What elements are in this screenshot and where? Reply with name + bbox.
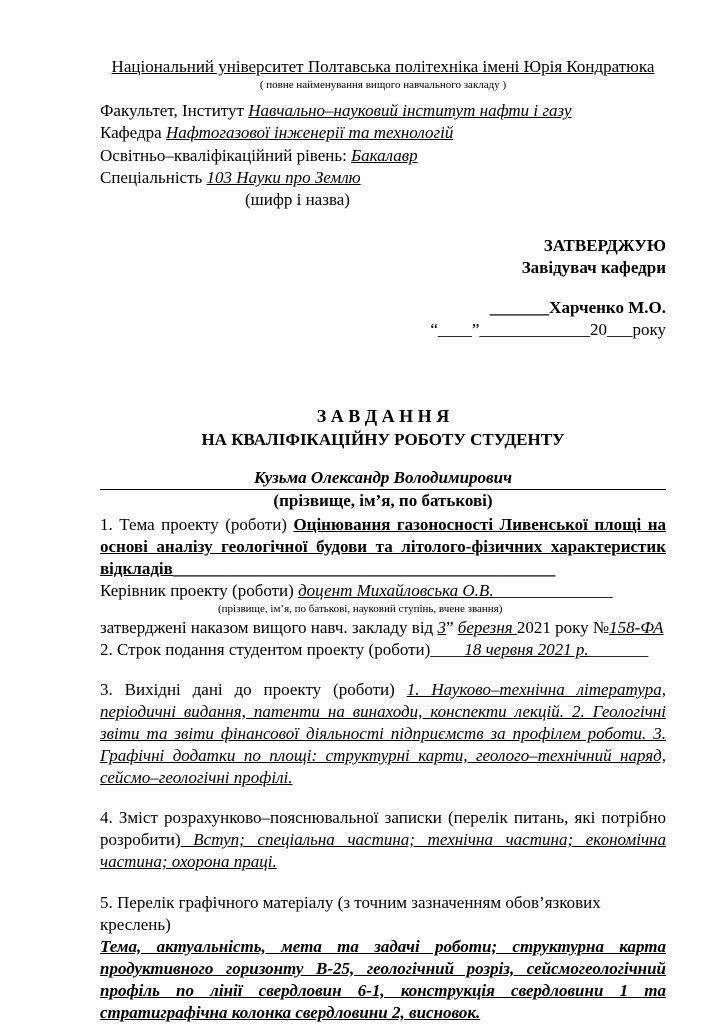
- supervisor-fill-line: ______________: [493, 581, 613, 601]
- specialty-value: 103 Науки про Землю: [206, 167, 361, 187]
- university-name-note: ( повне найменування вищого навчального закладу ): [259, 79, 507, 92]
- supervisor-label: Керівник проекту (роботи): [100, 581, 299, 601]
- item1-fill-line: _____________________________________________: [172, 559, 556, 579]
- specialty-note: (шифр і назва): [245, 189, 350, 209]
- supervisor-note: (прізвище, ім’я, по батькові, науковий ступінь, вчене звання): [218, 603, 503, 616]
- item4-value: Вступ; спеціальна частина; технічна частина; економічна частина; охорона праці.: [100, 830, 666, 872]
- student-name-row: [100, 467, 666, 490]
- approve-heading: ЗАТВЕРДЖУЮ: [543, 235, 666, 255]
- order-line: [100, 617, 666, 639]
- item1-topic: [100, 514, 666, 580]
- order-number: 158-ФА: [609, 617, 664, 637]
- faculty-value: Навчально–науковий інститут нафти і газу: [248, 101, 572, 121]
- item2-label: 2. Строк подання студентом проекту (роботи): [100, 639, 431, 659]
- date-line: “____”_____________20___року: [430, 320, 666, 340]
- approval-block: [100, 235, 666, 341]
- department-value: Нафтогазової інженерії та технологій: [165, 123, 454, 143]
- faculty-label: Факультет, Інститут: [100, 101, 249, 121]
- student-name: Кузьма Олександр Володимирович: [253, 467, 513, 487]
- order-month: березня: [457, 617, 517, 637]
- education-level-value: Бакалавр: [351, 145, 418, 165]
- specialty-line: [100, 167, 666, 189]
- department-label: Кафедра: [100, 123, 166, 143]
- education-level-line: [100, 145, 666, 167]
- order-year: 2021 року №: [516, 617, 610, 637]
- item4-contents: [100, 807, 666, 873]
- item1-value: Оцінювання газоносності Ливенської площі на основі аналізу геологічної будови та літолого-фізичних характеристик відкладів: [100, 514, 666, 579]
- item3-label: 3. Вихідні дані до проекту (роботи): [100, 679, 407, 699]
- student-name-note: (прізвище, ім’я, по батькові): [273, 490, 493, 510]
- item3-source-data: [100, 679, 666, 789]
- order-day: 3: [437, 617, 446, 637]
- item2-value: 18 червня 2021 р.: [464, 639, 589, 659]
- education-level-label: Освітньо–кваліфікаційний рівень:: [100, 145, 352, 165]
- item1-label: 1. Тема проекту (роботи): [100, 514, 294, 534]
- task-subtitle: НА КВАЛІФІКАЦІЙНУ РОБОТУ СТУДЕНТУ: [201, 429, 565, 449]
- item5-value: Тема, актуальність, мета та задачі роботи; структурна карта продуктивного горизонту В-25, геологічний розріз, сейсмогеологічний профіль по лінії свердловин 6-1, конструкція свердловини 1 та стратиграфічна колонка свердловини 2, висновок.: [100, 936, 666, 1022]
- supervisor-value: доцент Михайловська О.В.: [298, 581, 494, 601]
- item5-graphics: [100, 892, 666, 1024]
- item2-pre-underscores: ____: [430, 639, 465, 659]
- item2-post-underscores: _______: [588, 639, 649, 659]
- item4-label: 4. Зміст розрахунково–пояснювальної записки (перелік питань, які потрібно розробити): [100, 808, 666, 850]
- order-quote: ”: [445, 617, 458, 637]
- item2-deadline: [100, 639, 666, 661]
- supervisor-line: [100, 580, 666, 602]
- specialty-label: Спеціальність: [100, 167, 207, 187]
- item3-value: 1. Науково–технічна література, періодичні видання, патенти на винаходи, конспекти лекцій. 2. Геологічні звіти та звіти фінансової діяльності підприємств за профілем роботи. 3. Графічні додатки по площі: структурні карти, геолого–технічний наряд, сейсмо–геологічні профілі.: [100, 679, 666, 788]
- signature-line: _______Харченко М.О.: [489, 298, 666, 318]
- task-title: З А В Д А Н Н Я: [316, 406, 450, 427]
- department-line: [100, 122, 666, 144]
- university-name: Національний університет Полтавська політехніка імені Юрія Кондратюка: [111, 57, 655, 76]
- department-head-label: Завідувач кафедри: [521, 257, 666, 277]
- item5-label: 5. Перелік графічного матеріалу (з точним зазначенням обов’язкових креслень): [100, 892, 601, 934]
- order-prefix: затверджені наказом вищого навч. закладу від: [100, 617, 438, 637]
- faculty-line: [100, 100, 666, 122]
